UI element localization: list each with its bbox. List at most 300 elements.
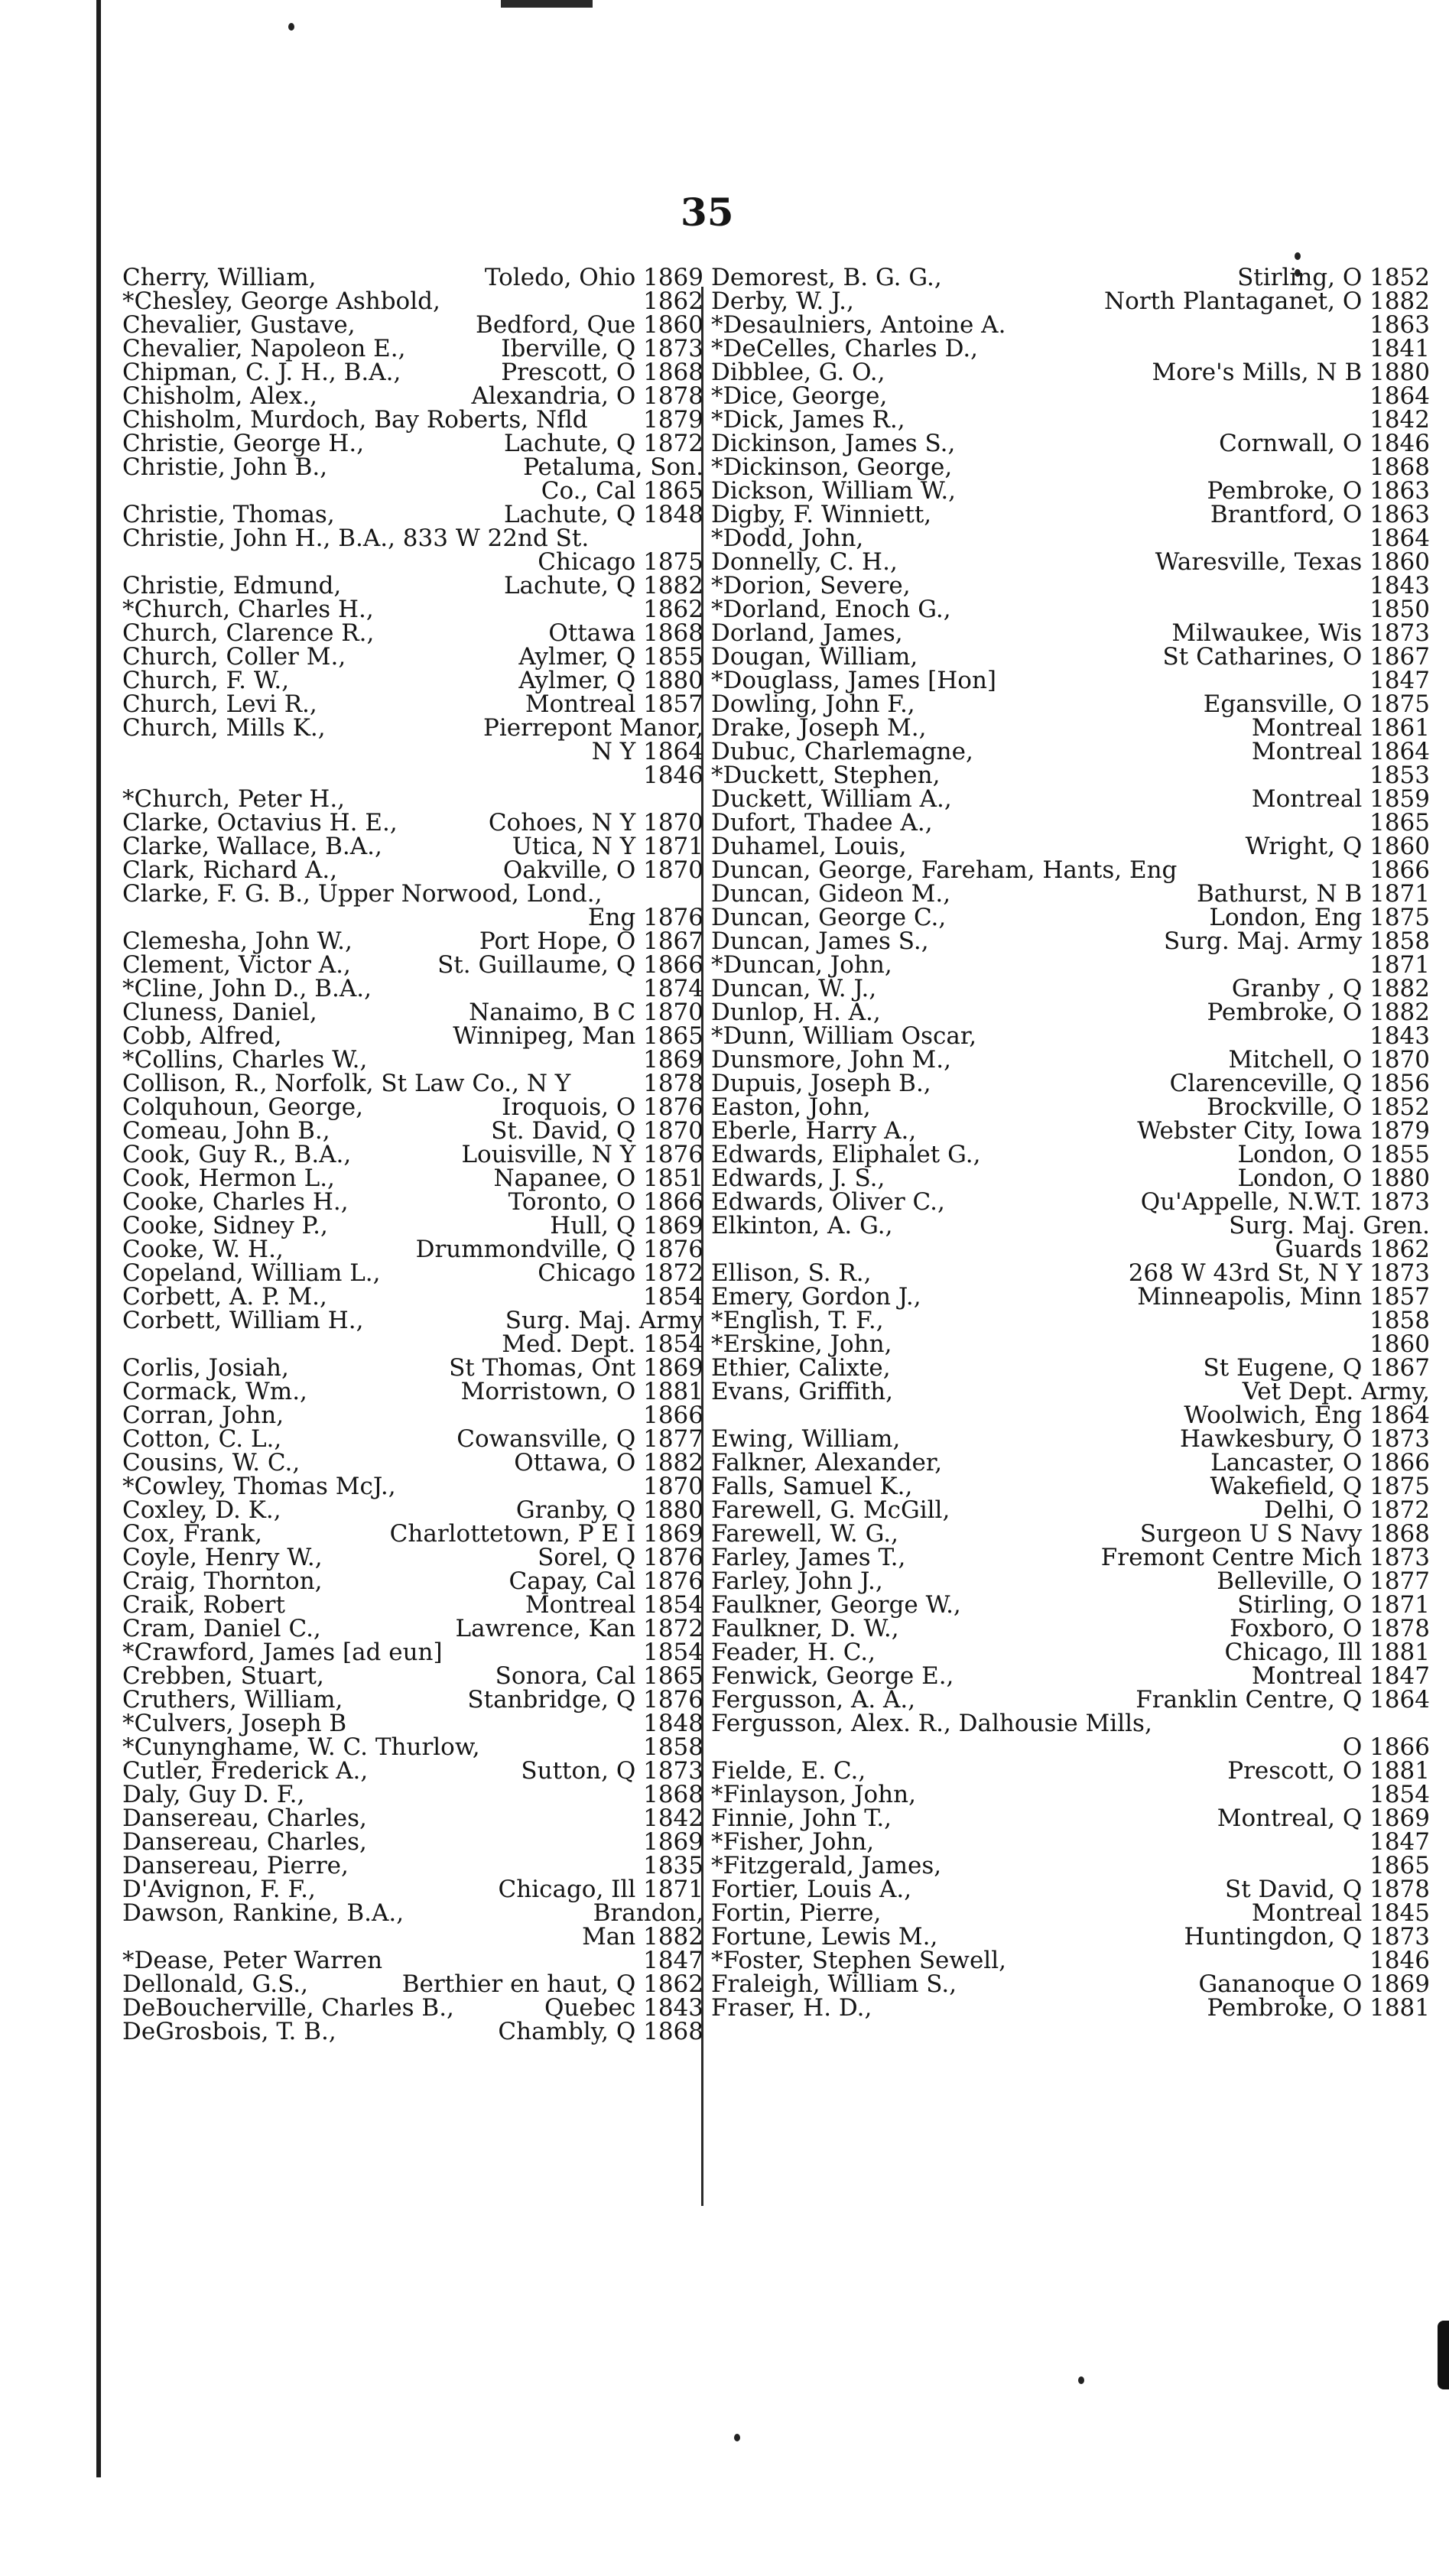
entry-name: Craik, Robert xyxy=(122,1591,285,1619)
entry-name: Donnelly, C. H., xyxy=(711,548,898,576)
entry-location-year: Huntingdon, Q 1873 xyxy=(1184,1923,1430,1951)
left-column xyxy=(122,266,703,2044)
entry-location-year: 1870 xyxy=(643,1473,703,1500)
directory-entry xyxy=(122,1330,703,1358)
directory-entry xyxy=(122,740,703,764)
entry-name: Duncan, W. J., xyxy=(711,975,877,1002)
directory-entry xyxy=(711,1522,1430,1546)
entry-location-year: Man 1882 xyxy=(582,1923,703,1951)
entry-location-year: Hull, Q 1869 xyxy=(550,1212,703,1239)
entry-name: Fergusson, Alex. R., Dalhousie Mills, xyxy=(711,1710,1152,1737)
entry-location-year: Waresville, Texas 1860 xyxy=(1155,548,1430,576)
entry-location-year: Napanee, O 1851 xyxy=(493,1165,703,1192)
entry-location-year: 1847 xyxy=(643,1947,703,1974)
directory-entry xyxy=(711,1238,1430,1262)
entry-name: Finnie, John T., xyxy=(711,1804,892,1832)
entry-name: Falls, Samuel K., xyxy=(711,1473,913,1500)
entry-location-year: Pierrepont Manor, xyxy=(482,714,703,742)
directory-entry xyxy=(711,408,1430,432)
entry-name: Fenwick, George E., xyxy=(711,1662,954,1690)
entry-name: Cooke, Charles H., xyxy=(122,1188,349,1216)
entry-location-year: Granby , Q 1882 xyxy=(1231,975,1430,1002)
entry-location-year: 1843 xyxy=(1369,572,1430,599)
entry-location-year: St David, Q 1878 xyxy=(1224,1876,1430,1903)
entry-name: Digby, F. Winniett, xyxy=(711,501,932,528)
directory-entry xyxy=(122,716,703,740)
directory-entry xyxy=(711,811,1430,835)
entry-location-year: Capay, Cal 1876 xyxy=(508,1567,703,1595)
entry-location-year: Surgeon U S Navy 1868 xyxy=(1139,1520,1430,1548)
entry-location-year: Wright, Q 1860 xyxy=(1245,833,1430,860)
entry-name: Duncan, George, Fareham, Hants, Eng xyxy=(711,856,1178,884)
entry-location-year: Qu'Appelle, N.W.T. 1873 xyxy=(1140,1188,1430,1216)
directory-entry xyxy=(122,856,703,884)
entry-location-year: Mitchell, O 1870 xyxy=(1228,1046,1430,1074)
directory-entry xyxy=(711,1641,1430,1665)
entry-name: *Dease, Peter Warren xyxy=(122,1947,383,1974)
entry-name: Coyle, Henry W., xyxy=(122,1544,323,1571)
entry-name: *Duncan, John, xyxy=(711,951,892,979)
entry-name: Ethier, Calixte, xyxy=(711,1354,891,1382)
directory-entry xyxy=(122,1425,703,1453)
entry-name: Clarke, Wallace, B.A., xyxy=(122,833,382,860)
directory-entry xyxy=(122,1001,703,1025)
directory-entry xyxy=(122,1783,703,1807)
directory-entry xyxy=(711,716,1430,740)
entry-name: Christie, Edmund, xyxy=(122,572,342,599)
entry-location-year: Port Hope, O 1867 xyxy=(479,927,703,955)
entry-location-year: 1863 xyxy=(1369,311,1430,339)
entry-name: Demorest, B. G. G., xyxy=(711,264,942,291)
directory-entry xyxy=(711,1662,1430,1690)
directory-entry xyxy=(122,266,703,290)
entry-location-year: Chicago, Ill 1871 xyxy=(498,1876,703,1903)
entry-name: Dougan, William, xyxy=(711,643,918,671)
entry-name: Dubuc, Charlemagne, xyxy=(711,738,973,765)
directory-entry xyxy=(711,1496,1430,1524)
directory-entry xyxy=(711,1949,1430,1973)
entry-name: Church, F. W., xyxy=(122,667,290,694)
entry-name: Drake, Joseph M., xyxy=(711,714,927,742)
directory-entry xyxy=(122,1567,703,1595)
directory-entry xyxy=(122,906,703,930)
directory-entry xyxy=(122,453,703,481)
entry-name: Derby, W. J., xyxy=(711,287,854,315)
entry-location-year: Fremont Centre Mich 1873 xyxy=(1100,1544,1430,1571)
entry-location-year: 1854 xyxy=(643,1639,703,1666)
directory-entry xyxy=(711,1783,1430,1807)
entry-location-year: Lachute, Q 1872 xyxy=(503,430,703,457)
scan-speck xyxy=(288,23,294,31)
entry-location-year: Brantford, O 1863 xyxy=(1210,501,1430,528)
entry-location-year: Montreal 1857 xyxy=(525,690,703,718)
entry-name: *Culvers, Joseph B xyxy=(122,1710,347,1737)
directory-entry xyxy=(711,740,1430,764)
directory-entry xyxy=(122,1143,703,1167)
entry-location-year: St Catharines, O 1867 xyxy=(1162,643,1430,671)
entry-location-year: 1846 xyxy=(643,762,703,789)
entry-name: Farley, John J., xyxy=(711,1567,883,1595)
entry-name: Evans, Griffith, xyxy=(711,1378,893,1405)
directory-entry xyxy=(122,1593,703,1617)
entry-location-year: London, O 1880 xyxy=(1237,1165,1430,1192)
page-number: 35 xyxy=(681,190,734,235)
entry-location-year: Montreal 1861 xyxy=(1251,714,1430,742)
directory-entry xyxy=(122,1214,703,1238)
entry-name: Fortier, Louis A., xyxy=(711,1876,912,1903)
directory-entry xyxy=(711,453,1430,481)
directory-entry xyxy=(711,1878,1430,1902)
entry-location-year: Montreal 1847 xyxy=(1251,1662,1430,1690)
entry-location-year: Petaluma, Son. xyxy=(523,453,703,481)
directory-entry xyxy=(711,1214,1430,1238)
entry-name: Cousins, W. C., xyxy=(122,1449,301,1476)
directory-entry xyxy=(122,1925,703,1949)
entry-name: *Fitzgerald, James, xyxy=(711,1852,942,1879)
entry-location-year: 1868 xyxy=(1369,453,1430,481)
scan-artifact-top xyxy=(501,0,593,8)
directory-entry xyxy=(711,1733,1430,1761)
entry-location-year: 1864 xyxy=(1369,382,1430,410)
entry-name: Elkinton, A. G., xyxy=(711,1212,893,1239)
directory-entry xyxy=(122,835,703,859)
entry-name: Fraleigh, William S., xyxy=(711,1970,957,1998)
directory-entry xyxy=(122,432,703,456)
entry-name: Dupuis, Joseph B., xyxy=(711,1070,931,1097)
entry-name: Chevalier, Gustave, xyxy=(122,311,356,339)
entry-name: Falkner, Alexander, xyxy=(711,1449,943,1476)
entry-location-year: 1866 xyxy=(643,1402,703,1429)
directory-entry xyxy=(122,1048,703,1072)
directory-entry xyxy=(122,882,703,906)
entry-name: Dorland, James, xyxy=(711,619,903,647)
entry-location-year: Belleville, O 1877 xyxy=(1217,1567,1430,1595)
entry-location-year: 1841 xyxy=(1369,335,1430,362)
entry-location-year: Montreal 1854 xyxy=(525,1591,703,1619)
entry-location-year: 1858 xyxy=(1369,1307,1430,1334)
directory-entry xyxy=(711,1830,1430,1854)
entry-name: Chipman, C. J. H., B.A., xyxy=(122,359,401,386)
entry-location-year: 1854 xyxy=(1369,1781,1430,1808)
entry-location-year: Milwaukee, Wis 1873 xyxy=(1171,619,1430,647)
entry-name: *Collins, Charles W., xyxy=(122,1046,368,1074)
entry-name: Clarke, Octavius H. E., xyxy=(122,809,398,836)
entry-name: Cutler, Frederick A., xyxy=(122,1757,369,1785)
directory-entry xyxy=(711,361,1430,385)
entry-name: Eberle, Harry A., xyxy=(711,1117,917,1145)
directory-entry xyxy=(711,906,1430,930)
directory-entry xyxy=(711,785,1430,813)
directory-entry xyxy=(122,361,703,385)
directory-entry xyxy=(122,382,703,410)
entry-location-year: Bedford, Que 1860 xyxy=(476,311,703,339)
entry-location-year: 1842 xyxy=(1369,406,1430,434)
entry-name: Dowling, John F., xyxy=(711,690,915,718)
entry-name: *Dick, James R., xyxy=(711,406,905,434)
entry-location-year: 1879 xyxy=(643,406,703,434)
entry-name: Corbett, William H., xyxy=(122,1307,364,1334)
directory-entry xyxy=(711,1167,1430,1191)
entry-location-year: Foxboro, O 1878 xyxy=(1230,1615,1430,1642)
entry-location-year: Lachute, Q 1848 xyxy=(503,501,703,528)
entry-location-year: Ottawa 1868 xyxy=(548,619,703,647)
directory-entry xyxy=(122,1475,703,1499)
entry-name: Clemesha, John W., xyxy=(122,927,353,955)
entry-name: Christie, John B., xyxy=(122,453,328,481)
entry-location-year: Chicago 1875 xyxy=(538,548,703,576)
directory-entry xyxy=(122,313,703,337)
directory-entry xyxy=(711,432,1430,456)
entry-name: Church, Levi R., xyxy=(122,690,317,718)
entry-location-year: Brandon, xyxy=(593,1899,703,1927)
directory-entry xyxy=(122,1380,703,1404)
entry-name: Edwards, J. S., xyxy=(711,1165,885,1192)
entry-name: Cherry, William, xyxy=(122,264,317,291)
right-column xyxy=(711,266,1430,2020)
directory-entry xyxy=(711,1567,1430,1595)
entry-location-year: Iroquois, O 1876 xyxy=(502,1093,703,1121)
directory-entry xyxy=(711,1330,1430,1358)
entry-name: Ewing, William, xyxy=(711,1425,901,1453)
directory-entry xyxy=(711,1970,1430,1998)
entry-name: *Finlayson, John, xyxy=(711,1781,916,1808)
directory-entry xyxy=(711,479,1430,503)
directory-entry xyxy=(711,1925,1430,1949)
entry-location-year: St Thomas, Ont 1869 xyxy=(449,1354,703,1382)
directory-entry xyxy=(711,1048,1430,1072)
entry-location-year: 1860 xyxy=(1369,1330,1430,1358)
entry-name: *Erskine, John, xyxy=(711,1330,892,1358)
directory-entry xyxy=(122,1688,703,1712)
entry-location-year: Prescott, O 1868 xyxy=(501,359,703,386)
directory-entry xyxy=(122,690,703,718)
entry-location-year: O 1866 xyxy=(1342,1733,1430,1761)
entry-name: *Dodd, John, xyxy=(711,525,864,552)
entry-location-year: Utica, N Y 1871 xyxy=(512,833,703,860)
entry-name: *English, T. F., xyxy=(711,1307,884,1334)
entry-name: Dansereau, Pierre, xyxy=(122,1852,349,1879)
entry-location-year: Granby, Q 1880 xyxy=(515,1496,703,1524)
entry-name: Christie, John H., B.A., 833 W 22nd St. xyxy=(122,525,590,552)
directory-entry xyxy=(711,1188,1430,1216)
entry-location-year: 1866 xyxy=(1369,856,1430,884)
entry-location-year: Cowansville, Q 1877 xyxy=(456,1425,703,1453)
directory-entry xyxy=(122,1804,703,1832)
entry-name: *Desaulniers, Antoine A. xyxy=(711,311,1006,339)
entry-name: Clarke, F. G. B., Upper Norwood, Lond., xyxy=(122,880,603,908)
directory-entry xyxy=(711,1022,1430,1050)
directory-entry xyxy=(711,1475,1430,1499)
directory-entry xyxy=(711,1899,1430,1927)
entry-name: *Chesley, George Ashbold, xyxy=(122,287,440,315)
directory-entry xyxy=(122,1759,703,1783)
entry-name: Church, Clarence R., xyxy=(122,619,375,647)
directory-entry xyxy=(711,953,1430,977)
directory-entry xyxy=(711,835,1430,859)
directory-entry xyxy=(711,1759,1430,1783)
entry-name: Fergusson, A. A., xyxy=(711,1686,916,1714)
entry-location-year: Brockville, O 1852 xyxy=(1207,1093,1430,1121)
entry-location-year: 1878 xyxy=(643,1070,703,1097)
entry-location-year: Woolwich, Eng 1864 xyxy=(1184,1402,1430,1429)
entry-location-year: Oakville, O 1870 xyxy=(502,856,703,884)
entry-name: Faulkner, D. W., xyxy=(711,1615,899,1642)
entry-name: *Dorland, Enoch G., xyxy=(711,596,951,623)
directory-entry xyxy=(711,1451,1430,1475)
directory-entry xyxy=(711,548,1430,576)
entry-location-year: Med. Dept. 1854 xyxy=(502,1330,703,1358)
directory-entry xyxy=(711,977,1430,1001)
entry-location-year: 1862 xyxy=(643,287,703,315)
entry-name: Cotton, C. L., xyxy=(122,1425,282,1453)
entry-name: Crebben, Stuart, xyxy=(122,1662,324,1690)
entry-location-year: Lawrence, Kan 1872 xyxy=(455,1615,703,1642)
entry-location-year: Surg. Maj. Gren. xyxy=(1229,1212,1430,1239)
entry-location-year: Pembroke, O 1882 xyxy=(1207,999,1430,1026)
entry-name: Copeland, William L., xyxy=(122,1259,381,1287)
directory-entry xyxy=(122,408,703,432)
entry-location-year: 1862 xyxy=(643,596,703,623)
entry-name: Dunsmore, John M., xyxy=(711,1046,951,1074)
entry-name: Dickson, William W., xyxy=(711,477,957,505)
entry-name: Emery, Gordon J., xyxy=(711,1283,921,1311)
entry-location-year: St Eugene, Q 1867 xyxy=(1203,1354,1430,1382)
directory-entry xyxy=(122,1188,703,1216)
entry-location-year: Alexandria, O 1878 xyxy=(471,382,703,410)
entry-name: Dansereau, Charles, xyxy=(122,1804,367,1832)
directory-entry xyxy=(122,1404,703,1428)
entry-name: Edwards, Eliphalet G., xyxy=(711,1141,981,1168)
entry-location-year: 1853 xyxy=(1369,762,1430,789)
directory-entry xyxy=(711,382,1430,410)
entry-name: Cook, Hermon L., xyxy=(122,1165,335,1192)
entry-name: Dellonald, G.S., xyxy=(122,1970,308,1998)
entry-name: Colquhoun, George, xyxy=(122,1093,364,1121)
entry-location-year: Stirling, O 1871 xyxy=(1237,1591,1430,1619)
directory-entry xyxy=(122,527,703,551)
entry-name: Edwards, Oliver C., xyxy=(711,1188,945,1216)
entry-name: *Cowley, Thomas McJ., xyxy=(122,1473,396,1500)
entry-location-year: Lachute, Q 1882 xyxy=(503,572,703,599)
entry-name: Cook, Guy R., B.A., xyxy=(122,1141,352,1168)
entry-name: Duhamel, Louis, xyxy=(711,833,907,860)
entry-name: *Duckett, Stephen, xyxy=(711,762,941,789)
directory-entry xyxy=(122,503,703,527)
directory-entry xyxy=(122,1496,703,1524)
entry-location-year: Guards 1862 xyxy=(1275,1236,1430,1263)
directory-entry xyxy=(711,527,1430,551)
directory-entry xyxy=(122,1522,703,1546)
entry-location-year: 1847 xyxy=(1369,667,1430,694)
directory-entry xyxy=(122,619,703,647)
entry-location-year: Franklin Centre, Q 1864 xyxy=(1135,1686,1430,1714)
entry-name: Fraser, H. D., xyxy=(711,1994,872,2022)
entry-location-year: Stanbridge, Q 1876 xyxy=(467,1686,703,1714)
entry-location-year: 1865 xyxy=(1369,1852,1430,1879)
entry-location-year: Egansville, O 1875 xyxy=(1203,690,1430,718)
directory-entry xyxy=(711,574,1430,598)
entry-location-year: Sutton, Q 1873 xyxy=(521,1757,703,1785)
entry-name: Daly, Guy D. F., xyxy=(122,1781,305,1808)
directory-entry xyxy=(122,1854,703,1878)
page-binding-edge xyxy=(96,0,101,2477)
entry-name: Clark, Richard A., xyxy=(122,856,338,884)
directory-entry xyxy=(122,1996,703,2020)
entry-location-year: Gananoque O 1869 xyxy=(1198,1970,1430,1998)
entry-name: Dibblee, G. O., xyxy=(711,359,885,386)
directory-entry xyxy=(711,1309,1430,1333)
entry-location-year: Wakefield, Q 1875 xyxy=(1210,1473,1430,1500)
directory-entry xyxy=(711,1854,1430,1878)
entry-location-year: 1865 xyxy=(1369,809,1430,836)
entry-location-year: 1874 xyxy=(643,975,703,1002)
entry-name: *Cunynghame, W. C. Thurlow, xyxy=(122,1733,480,1761)
directory-entry xyxy=(711,1356,1430,1380)
entry-name: DeGrosbois, T. B., xyxy=(122,2018,336,2045)
entry-name: D'Avignon, F. F., xyxy=(122,1876,316,1903)
directory-entry xyxy=(711,1712,1430,1736)
entry-name: Cox, Frank, xyxy=(122,1520,262,1548)
entry-location-year: Chambly, Q 1868 xyxy=(498,2018,703,2045)
entry-name: Dunlop, H. A., xyxy=(711,999,881,1026)
entry-name: Farewell, G. McGill, xyxy=(711,1496,950,1524)
entry-name: Faulkner, George W., xyxy=(711,1591,961,1619)
entry-location-year: 1871 xyxy=(1369,951,1430,979)
directory-entry xyxy=(711,1285,1430,1309)
entry-location-year: Morristown, O 1881 xyxy=(460,1378,703,1405)
entry-location-year: Chicago, Ill 1881 xyxy=(1224,1639,1430,1666)
entry-location-year: Webster City, Iowa 1879 xyxy=(1137,1117,1430,1145)
entry-location-year: Iberville, Q 1873 xyxy=(501,335,703,362)
entry-name: Corlis, Josiah, xyxy=(122,1354,289,1382)
entry-name: *Fisher, John, xyxy=(711,1828,875,1856)
directory-entry xyxy=(122,1238,703,1262)
directory-entry xyxy=(711,503,1430,527)
directory-entry xyxy=(711,856,1430,884)
entry-name: Duncan, James S., xyxy=(711,927,929,955)
entry-location-year: Sonora, Cal 1865 xyxy=(495,1662,703,1690)
entry-location-year: Vet Dept. Army, xyxy=(1242,1378,1430,1405)
directory-entry xyxy=(711,1996,1430,2020)
entry-name: Cooke, W. H., xyxy=(122,1236,284,1263)
directory-entry xyxy=(711,1143,1430,1167)
directory-entry xyxy=(711,764,1430,788)
entry-name: Easton, John, xyxy=(711,1093,871,1121)
entry-location-year: 1846 xyxy=(1369,1947,1430,1974)
directory-entry xyxy=(122,1546,703,1570)
entry-location-year: Aylmer, Q 1880 xyxy=(518,667,703,694)
directory-entry xyxy=(711,1072,1430,1096)
entry-name: Cram, Daniel C., xyxy=(122,1615,321,1642)
directory-entry xyxy=(122,1712,703,1736)
entry-location-year: Nanaimo, B C 1870 xyxy=(469,999,703,1026)
entry-name: Feader, H. C., xyxy=(711,1639,876,1666)
directory-entry xyxy=(122,1830,703,1854)
directory-entry xyxy=(122,598,703,622)
entry-location-year: Cohoes, N Y 1870 xyxy=(488,809,703,836)
entry-name: *Crawford, James [ad eun] xyxy=(122,1639,443,1666)
entry-name: Duckett, William A., xyxy=(711,785,952,813)
directory-entry xyxy=(122,1167,703,1191)
entry-location-year: Stirling, O 1852 xyxy=(1237,264,1430,291)
entry-location-year: Montreal, Q 1869 xyxy=(1217,1804,1430,1832)
directory-entry xyxy=(711,645,1430,669)
directory-entry xyxy=(711,1093,1430,1121)
directory-entry xyxy=(122,1093,703,1121)
directory-entry xyxy=(122,785,703,813)
scan-speck xyxy=(1078,2376,1084,2384)
entry-location-year: Louisville, N Y 1876 xyxy=(461,1141,703,1168)
